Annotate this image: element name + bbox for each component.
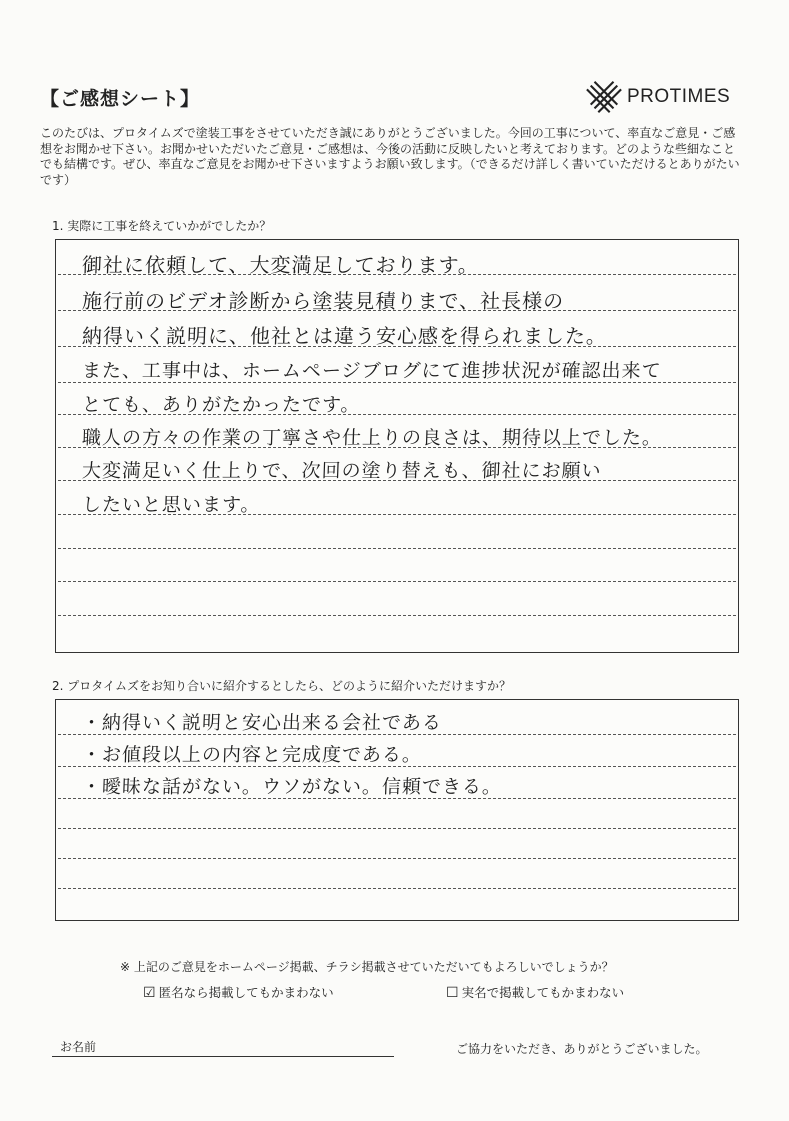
answer-1-line: 施行前のビデオ診断から塗装見積りまで、社長様の bbox=[81, 289, 565, 313]
answer-2-line: ・納得いく説明と安心出来る会社である bbox=[81, 712, 443, 734]
ruled-line bbox=[58, 828, 736, 829]
answer-1-line: また、工事中は、ホームページブログにて進捗状況が確認出来て bbox=[81, 360, 662, 382]
thanks-text: ご協力をいただき、ありがとうございました。 bbox=[456, 1042, 708, 1056]
checked-box-icon[interactable]: ☑ bbox=[143, 985, 156, 1001]
publish-consent-question: ※ 上記のご意見をホームページ掲載、チラシ掲載させていただいてもよろしいでしょうか？ bbox=[120, 960, 614, 974]
ruled-line bbox=[58, 858, 736, 859]
answer-1-line: したいと思います。 bbox=[81, 494, 261, 516]
answer-1-line: 大変満足いく仕上りで、次回の塗り替えも、御社にお願い bbox=[81, 460, 602, 482]
intro-text: このたびは、プロタイムズで塗装工事をさせていただき誠にありがとうございました。今回の工事について、率直なご意見・ご感想をお聞かせ下さい。お聞かせいただいたご意見・ご感想は、今後の活動に反映したいと考えております。どのような些細なことでも結構です。ぜひ、率直なご意見をお聞かせ下さいますようお願い致します。（できるだけ詳しく書いていただけるとありがたいです） bbox=[40, 126, 740, 187]
sheet-title: 【ご感想シート】 bbox=[40, 88, 201, 110]
ruled-line bbox=[58, 548, 736, 549]
option-realname[interactable] bbox=[446, 983, 624, 1001]
ruled-line bbox=[58, 581, 736, 582]
answer-1-line: とても、ありがたかったです。 bbox=[81, 394, 361, 416]
option-realname-label: 実名で掲載してもかまわない bbox=[461, 985, 625, 1000]
ruled-line bbox=[58, 615, 736, 616]
protimes-logo bbox=[585, 78, 730, 116]
answer-2-line: ・お値段以上の内容と完成度である。 bbox=[81, 744, 423, 766]
question-1-label: 1. 実際に工事を終えていかがでしたか？ bbox=[52, 219, 272, 233]
option-anonymous[interactable] bbox=[143, 983, 334, 1001]
logo-text: PROTIMES bbox=[627, 86, 731, 107]
protimes-x-logo-icon bbox=[585, 78, 623, 116]
unchecked-box-icon[interactable]: ☐ bbox=[446, 985, 459, 1001]
question-2-label: 2. プロタイムズをお知り合いに紹介するとしたら、どのように紹介いただけますか？ bbox=[52, 679, 512, 693]
answer-1-line: 御社に依頼して、大変満足しております。 bbox=[81, 253, 480, 277]
answer-2-box bbox=[55, 699, 739, 921]
answer-1-box bbox=[55, 239, 739, 653]
ruled-line bbox=[58, 888, 736, 889]
answer-1-line: 職人の方々の作業の丁寧さや仕上りの良さは、期待以上でした。 bbox=[81, 427, 663, 449]
name-field-line[interactable] bbox=[52, 1056, 394, 1057]
answer-1-line: 納得いく説明に、他社とは違う安心感を得られました。 bbox=[81, 324, 608, 348]
name-label: お名前 bbox=[60, 1040, 97, 1054]
option-anonymous-label: 匿名なら掲載してもかまわない bbox=[158, 985, 334, 1000]
answer-2-line: ・曖昧な話がない。ウソがない。信頼できる。 bbox=[81, 776, 503, 798]
